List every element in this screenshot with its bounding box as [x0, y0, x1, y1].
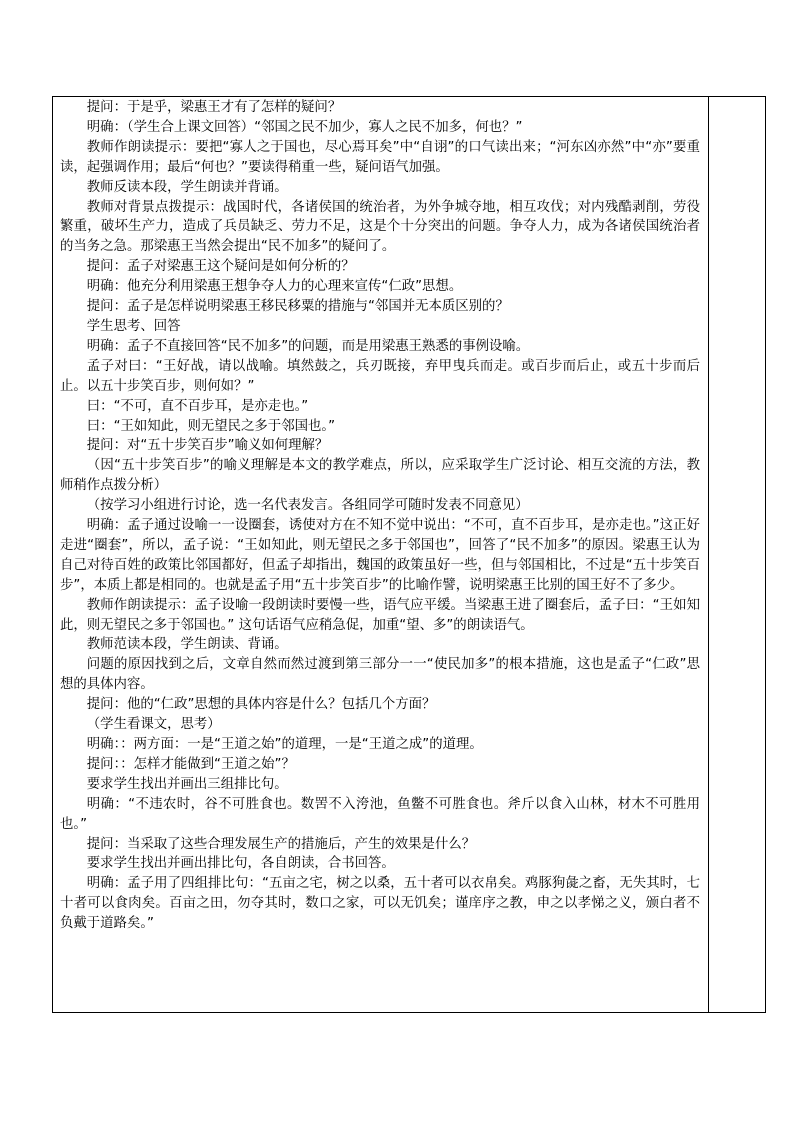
paragraph: 提问：：怎样才能做到“王道之始”？: [86, 756, 295, 772]
paragraph: 提问：孟子是怎样说明梁惠王移民移粟的措施与“邻国并无本质区别的？: [86, 299, 509, 315]
paragraph: 提问：他的“仁政”思想的具体内容是什么？包括几个方面？: [86, 697, 436, 713]
paragraph: 提问：当采取了这些合理发展生产的措施后，产生的效果是什么？: [86, 836, 476, 852]
paragraph: 提问：孟子对梁惠王这个疑问是如何分析的？: [86, 259, 355, 275]
paragraph: 明确：孟子用了四组排比句：“五亩之宅，树之以桑，五十者可以衣帛矣。鸡豚狗彘之畜，无失其时，七十者可以食肉矣。百亩之田，勿夺其时，数口之家，可以无饥矣；谨庠序之教，申之以孝悌之义，颁白者不负戴于道路矣。”: [60, 876, 700, 932]
paragraph: 问题的原因找到之后，文章自然而然过渡到第三部分一一“使民加多”的根本措施，这也是孟子“仁政”思想的具体内容。: [60, 657, 700, 693]
paragraph: 学生思考、回答: [86, 318, 181, 334]
paragraph: 明确：他充分利用梁惠王想争夺人力的心理来宣传“仁政”思想。: [86, 279, 463, 295]
paragraph: 教师反读本段，学生朗读并背诵。: [86, 179, 288, 195]
paragraph: 教师作朗读提示：孟子设喻一段朗读时要慢一些，语气应平缓。当梁惠王进了圈套后，孟子曰：“王如知此，则无望民之多于邻国也。” 这句话语气应稍急促，加重“望、多”的朗读语气。: [60, 597, 700, 633]
paragraph: 教师对背景点拨提示：战国时代，各诸侯国的统治者，为外争城夺地，相互攻伐；对内残酷剥削，劳役繁重，破坏生产力，造成了兵员缺乏、劳力不足，这是个十分突出的问题。争夺人力，成为各诸侯国统治者的当务之急。那梁惠王当然会提出“民不加多”的疑问了。: [60, 199, 700, 255]
paragraph: 曰：“王如知此，则无望民之多于邻国也。”: [86, 418, 336, 434]
paragraph: 教师范读本段，学生朗读、背诵。: [86, 637, 288, 653]
paragraph: （按学习小组进行讨论，选一名代表发言。各组同学可随时发表不同意见）: [86, 498, 529, 514]
paragraph: 明确：孟子通过设喻一一设圈套，诱使对方在不知不觉中说出：“不可，直不百步耳，是亦走也。”这正好走进“圈套”，所以，孟子说：“王如知此，则无望民之多于邻国也”，回答了“民不加多”的原因。梁惠王认为自己对待百姓的政策比邻国都好，但孟子却指出，魏国的政策虽好一些，但与邻国相比，不过是“五十步笑百步”，本质上都是相同的。也就是孟子用“五十步笑百步”的比喻作譬，说明梁惠王比别的国王好不了多少。: [60, 518, 700, 593]
paragraph: 提问：对“五十步笑百步”喻义如何理解？: [86, 438, 329, 454]
paragraph: 明确：孟子不直接回答“民不加多”的问题，而是用梁惠王熟悉的事例设喻。: [86, 338, 530, 354]
paragraph: 要求学生找出并画出排比句，各自朗读，合书回答。: [86, 856, 395, 872]
lesson-content: [60, 98, 700, 934]
paragraph: 明确：：两方面：一是“王道之始”的道理，一是“王道之成”的道理。: [86, 737, 483, 752]
paragraph: 提问：于是乎，梁惠王才有了怎样的疑问？: [86, 100, 342, 115]
paragraph: 教师作朗读提示：要把“寡人之于国也，尽心焉耳矣”中“自诩”的口气读出来；“河东凶亦然”中“亦”要重读，起强调作用；最后“何也？”要读得稍重一些，疑问语气加强。: [60, 139, 700, 175]
paragraph: 要求学生找出并画出三组排比句。: [86, 776, 288, 792]
paragraph: （学生看课文，思考）: [86, 717, 221, 733]
paragraph: 曰：“不可，直不百步耳，是亦走也。”: [86, 398, 309, 414]
column-divider: [708, 96, 709, 1013]
paragraph: 孟子对曰：“王好战，请以战喻。填然鼓之，兵刃既接，弃甲曳兵而走。或百步而后止，或五十步而后止。以五十步笑百步，则何如？”: [60, 358, 700, 394]
paragraph: 明确：（学生合上课文回答）“邻国之民不加少，寡人之民不加多，何也？”: [86, 119, 523, 135]
paragraph: （因“五十步笑百步”的喻义理解是本文的教学难点，所以，应采取学生广泛讨论、相互交流的方法，教师稍作点拨分析）: [60, 458, 700, 494]
paragraph: 明确：“不违农时，谷不可胜食也。数罟不入洿池，鱼鳖不可胜食也。斧斤以食入山林，材木不可胜用也。”: [60, 796, 700, 832]
